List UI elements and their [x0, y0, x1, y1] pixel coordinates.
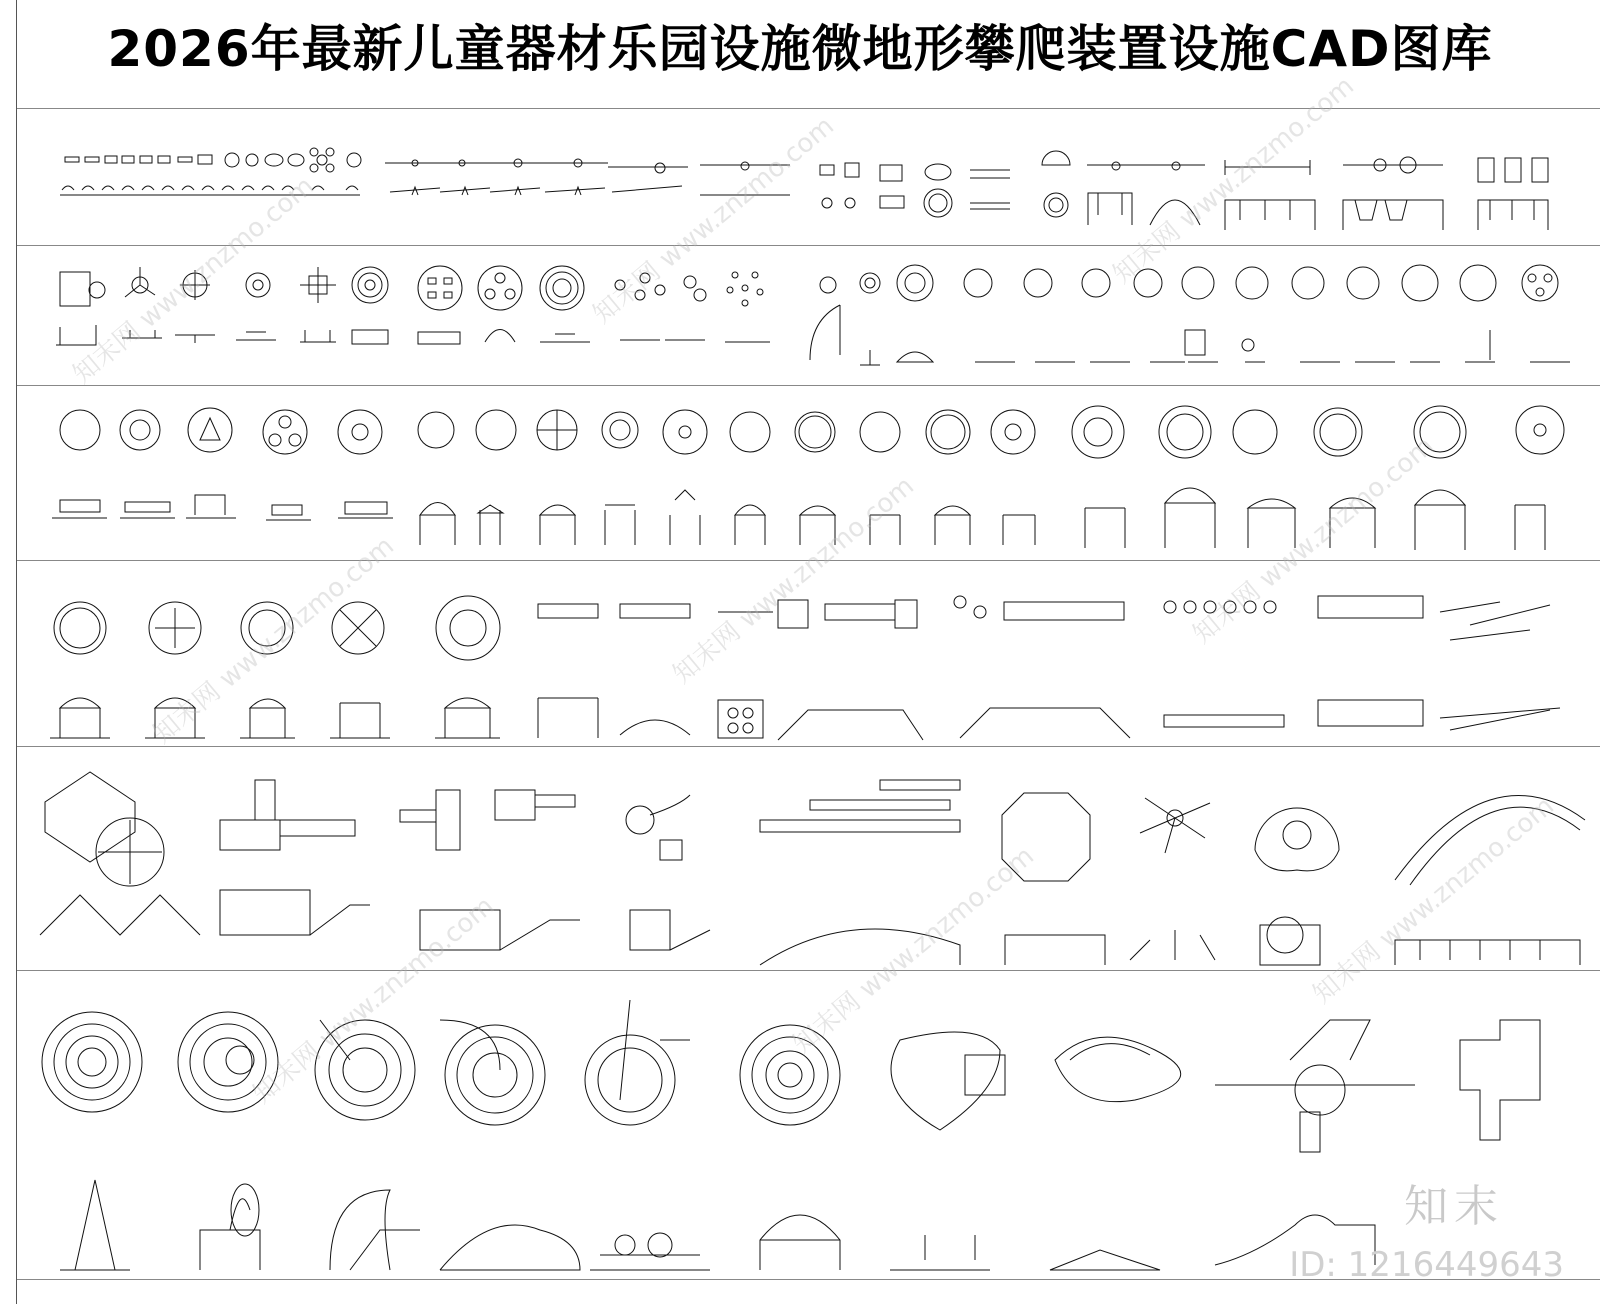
spring-rider-plan-icons [60, 148, 361, 195]
watermark-site-text: 知末网 www.znzmo.com [1307, 791, 1560, 1010]
watermark-site-text: 知末网 www.znzmo.com [667, 471, 920, 690]
watermark-site-text: 知末网 www.znzmo.com [1187, 431, 1440, 650]
spinner-elevation-icons [56, 325, 770, 345]
swing-set-icons [1042, 151, 1548, 230]
watermark-site-text: 知末网 www.znzmo.com [67, 171, 320, 390]
watermark-site-text: 知末网 www.znzmo.com [787, 841, 1040, 1060]
carousel-plan-icons [60, 406, 1564, 458]
page-title: 2026年最新儿童器材乐园设施微地形攀爬装置设施CAD图库 [107, 20, 1493, 78]
vehicle-rider-icons [820, 163, 1010, 217]
watermark-site-text: 知末网 www.znzmo.com [247, 891, 500, 1110]
watermark-site-text: 知末网 www.znzmo.com [147, 531, 400, 750]
watermark-site-text: 知末网 www.znzmo.com [587, 111, 840, 330]
play-structure-icons [40, 772, 1585, 965]
rotating-disc-icons [810, 265, 1570, 365]
watermark-id: ID: 1216449643 [1289, 1245, 1564, 1285]
watermark-logo: 知末 [1404, 1181, 1504, 1232]
watermark-site-text: 知末网 www.znzmo.com [1107, 71, 1360, 290]
